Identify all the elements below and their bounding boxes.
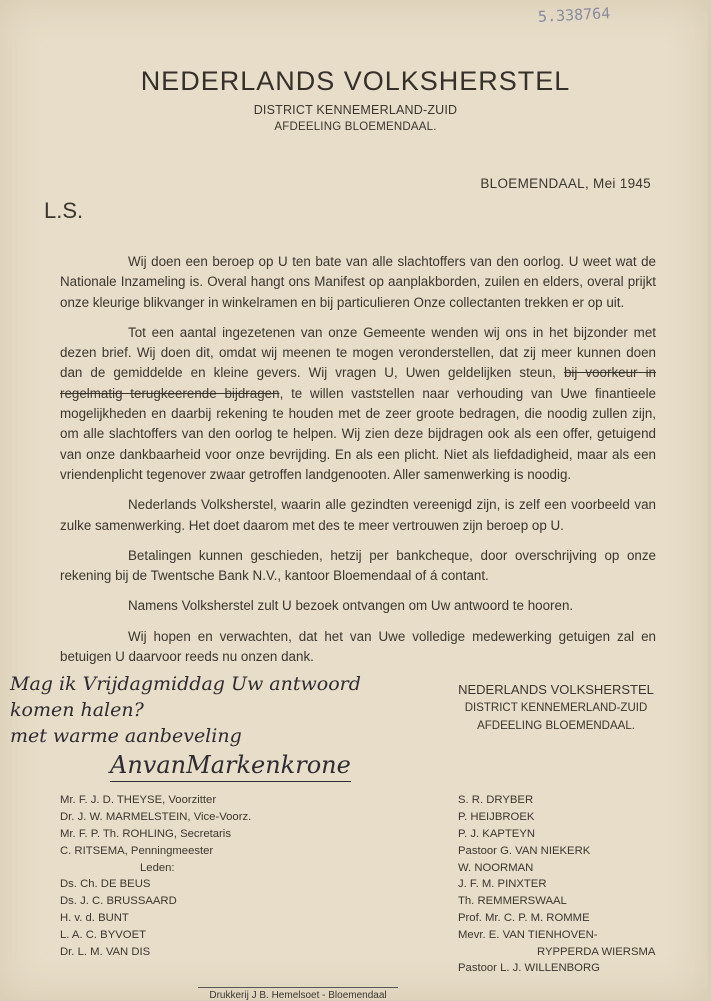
date-line: BLOEMENDAAL, Mei 1945 — [480, 176, 651, 191]
member: L. A. C. BYVOET — [60, 928, 147, 941]
paragraph-3 — [60, 495, 656, 536]
letterhead-department: AFDEELING BLOEMENDAAL. — [274, 121, 437, 133]
member: Prof. Mr. C. P. M. ROMME — [458, 911, 590, 924]
member: Th. REMMERSWAAL — [458, 895, 567, 908]
member: Mevr. E. VAN TIENHOVEN- — [458, 928, 598, 941]
salutation: L.S. — [44, 198, 84, 223]
paragraph-6 — [60, 627, 656, 668]
board-member: Dr. J. W. MARMELSTEIN, Vice-Voorz. — [60, 811, 252, 824]
closing-org-name: NEDERLANDS VOLKSHERSTEL — [458, 682, 654, 698]
member-continued: RYPPERDA WIERSMA — [537, 945, 656, 958]
paragraph-3-text: Nederlands Volksherstel, waarin alle gezindten vereenigd zijn, is zelf een voorbeeld van zulke samenwerking. Het doet daarom met des te meer vertrouwen zijn beroep op U. — [60, 497, 656, 533]
printer-credit: Drukkerij J B. Hemelsoet - Bloemendaal — [198, 987, 398, 1001]
handwritten-note — [10, 671, 430, 782]
paragraph-2-text-b: , te willen vaststellen naar verhouding van Uwe finantieele mogelijkheden en daarbij rekening te houden met de zeer groote bedragen, die noodig zullen zijn, om alle slachtoffers van den oorlog te helpen. Wij zien deze bijdragen ook als een offer, getuigend van onze dankbaarheid voor onze bevrijding. En als een plicht. Niet als liefdadigheid, maar als een vriendenplicht tegenover zwaar getroffen landgenooten. Aller samenwerking is noodig. — [60, 385, 656, 482]
archive-number: 5.338764 — [537, 4, 611, 26]
paragraph-2-text-a: Tot een aantal ingezetenen van onze Gemeente wenden wij ons in het bijzonder met dezen brief. Wij doen dit, omdat wij meenen te mogen veronderstellen, dat zij meer kunnen doen dan de gemiddelde en kleine gevers. Wij vragen U, Uwen geldelijken steun, — [60, 324, 656, 381]
member: S. R. DRYBER — [458, 794, 534, 807]
closing-section — [10, 671, 656, 782]
paragraph-1 — [60, 252, 656, 313]
member: P. J. KAPTEYN — [458, 827, 536, 840]
paragraph-2 — [60, 323, 656, 485]
letterhead-title: NEDERLANDS VOLKSHERSTEL — [140, 66, 571, 96]
board-member: Mr. F. P. Th. ROHLING, Secretaris — [60, 827, 231, 840]
closing-org-district: DISTRICT KENNEMERLAND-ZUID — [464, 702, 648, 715]
paragraph-4 — [60, 546, 656, 587]
members-label: Leden: — [140, 861, 175, 874]
member: Dr. L. M. VAN DIS — [60, 945, 151, 958]
board-member: C. RITSEMA, Penningmeester — [60, 844, 214, 857]
paragraph-5 — [60, 596, 656, 616]
board-list — [60, 792, 458, 977]
signature: AnvanMarkenkrone — [110, 749, 351, 782]
struck-through-text: bij voorkeur in regelmatig terugkeerende bijdragen — [60, 365, 656, 401]
member: Pastoor G. VAN NIEKERK — [458, 844, 591, 857]
paragraph-6-text: Wij hopen en verwachten, dat het van Uwe volledige medewerking getuigen zal en betuigen U daarvoor reeds nu onzen dank. — [60, 628, 656, 665]
member: Ds. J. C. BRUSSAARD — [60, 895, 177, 908]
letterhead-district: DISTRICT KENNEMERLAND-ZUID — [253, 103, 458, 117]
paragraph-4-text: Betalingen kunnen geschieden, hetzij per bankcheque, door overschrijving op onze rekening bij de Twentsche Bank N.V., kantoor Bloemendaal of á contant. — [60, 547, 656, 584]
members-right-list — [458, 792, 655, 977]
member: P. HEIJBROEK — [458, 811, 535, 824]
paragraph-1-text: Wij doen een beroep op U ten bate van alle slachtoffers van den oorlog. U weet wat de Nationale Inzameling is. Overal hangt ons Manifest op aanplakborden, zuilen en elders, overal prijkt onze kleurige blikvanger in winkelramen en bij particulieren Onze collectanten trekken er op uit. — [60, 254, 656, 310]
handwritten-note-line-2: met warme aanbeveling — [10, 725, 242, 748]
closing-org-department: AFDEELING BLOEMENDAAL. — [477, 720, 635, 733]
member: Pastoor L. J. WILLENBORG — [458, 962, 600, 975]
member: W. NOORMAN — [458, 861, 534, 874]
paragraph-5-text: Namens Volksherstel zult U bezoek ontvangen om Uw antwoord te hooren. — [128, 598, 574, 614]
member-lists — [60, 792, 656, 977]
board-member: Mr. F. J. D. THEYSE, Voorzitter — [60, 794, 217, 807]
member: H. v. d. BUNT — [60, 911, 129, 924]
closing-org — [456, 671, 656, 782]
member: Ds. Ch. DE BEUS — [60, 878, 151, 891]
letter-body — [10, 252, 656, 1001]
handwritten-note-line-1: Mag ik Vrijdagmiddag Uw antwoord komen halen? — [10, 673, 361, 722]
member: J. F. M. PINXTER — [458, 878, 547, 891]
